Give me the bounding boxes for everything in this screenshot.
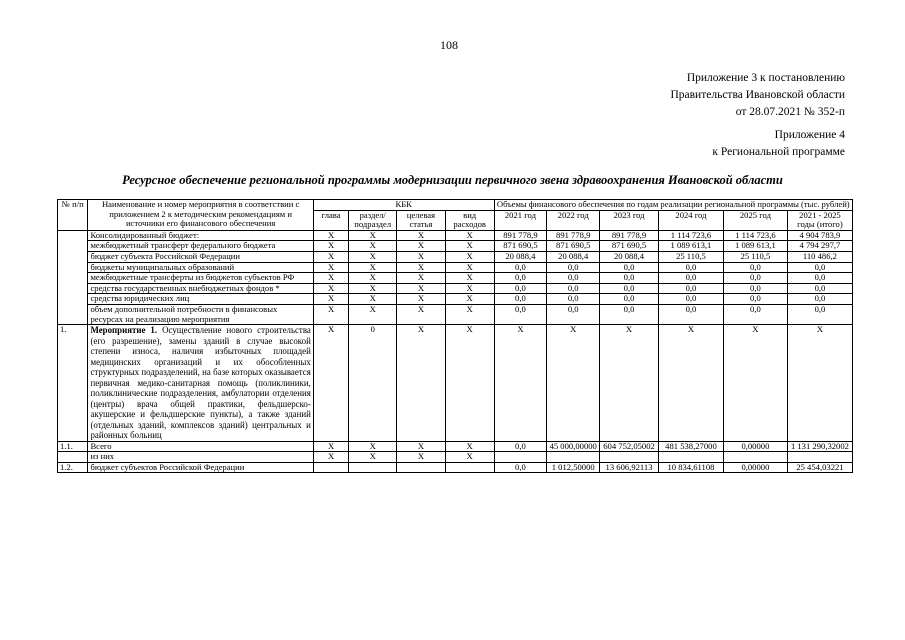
summary-row bbox=[58, 283, 853, 294]
value-cell: 20 088,4 bbox=[600, 251, 659, 262]
kbk-cell: X bbox=[397, 452, 446, 463]
kbk-cell: X bbox=[397, 441, 446, 452]
annex-program-line-2: к Региональной программе bbox=[712, 146, 845, 158]
value-cell: 20 088,4 bbox=[547, 251, 600, 262]
row-1-1 bbox=[58, 441, 853, 452]
kbk-cell: X bbox=[313, 441, 349, 452]
kbk-cell: X bbox=[313, 273, 349, 284]
value-cell: 1 089 613,1 bbox=[658, 241, 723, 252]
summary-row bbox=[58, 241, 853, 252]
row-label: Консолидированный бюджет: bbox=[88, 230, 313, 241]
header-kbk-article: целевая статья bbox=[397, 210, 446, 230]
value-cell: 0,0 bbox=[658, 304, 723, 324]
kbk-cell: X bbox=[349, 273, 397, 284]
row-label: объем дополнительной потребности в финансовых ресурсах на реализацию мероприятия bbox=[88, 304, 313, 324]
kbk-cell: X bbox=[445, 230, 494, 241]
value-cell: 0,0 bbox=[723, 273, 787, 284]
row-label: межбюджетные трансферты из бюджетов субъектов РФ bbox=[88, 273, 313, 284]
measure-num: 1. bbox=[58, 325, 88, 442]
value-cell-empty bbox=[787, 452, 852, 463]
summary-row bbox=[58, 273, 853, 284]
kbk-cell: X bbox=[445, 273, 494, 284]
annex-resolution-line-3: от 28.07.2021 № 352-п bbox=[735, 106, 845, 118]
row-num: 1.2. bbox=[58, 462, 88, 473]
kbk-cell: X bbox=[445, 283, 494, 294]
value-cell: 0,0 bbox=[547, 273, 600, 284]
kbk-cell-empty bbox=[445, 462, 494, 473]
summary-row bbox=[58, 251, 853, 262]
kbk-cell: X bbox=[445, 262, 494, 273]
kbk-cell: X bbox=[349, 441, 397, 452]
kbk-cell: X bbox=[349, 452, 397, 463]
value-cell: X bbox=[787, 325, 852, 442]
value-cell: 0,0 bbox=[787, 294, 852, 305]
value-cell: 0,0 bbox=[600, 294, 659, 305]
value-cell: 13 606,92113 bbox=[600, 462, 659, 473]
kbk-cell: X bbox=[445, 452, 494, 463]
value-cell: 25 110,5 bbox=[723, 251, 787, 262]
value-cell: 20 088,4 bbox=[494, 251, 547, 262]
value-cell: 0,0 bbox=[600, 304, 659, 324]
header-row-1 bbox=[58, 200, 853, 211]
header-kbk-chapter: глава bbox=[313, 210, 349, 230]
value-cell: 0,0 bbox=[494, 273, 547, 284]
value-cell: 25 110,5 bbox=[658, 251, 723, 262]
value-cell: X bbox=[494, 325, 547, 442]
header-year-2021: 2021 год bbox=[494, 210, 547, 230]
kbk-cell: X bbox=[397, 325, 446, 442]
value-cell: 0,0 bbox=[600, 273, 659, 284]
value-cell: 0,0 bbox=[494, 294, 547, 305]
value-cell: 0,0 bbox=[658, 262, 723, 273]
value-cell-empty bbox=[658, 452, 723, 463]
header-year-2024: 2024 год bbox=[658, 210, 723, 230]
value-cell: 0,0 bbox=[494, 262, 547, 273]
kbk-cell: X bbox=[397, 230, 446, 241]
document-title: Ресурсное обеспечение региональной программы модернизации первичного звена здравоохранения Ивановской области bbox=[122, 173, 783, 187]
kbk-cell-empty bbox=[349, 462, 397, 473]
value-cell: 25 454,03221 bbox=[787, 462, 852, 473]
header-volumes: Объемы финансового обеспечения по годам реализации региональной программы (тыс. рублей) bbox=[494, 200, 852, 211]
value-cell: 0,0 bbox=[787, 262, 852, 273]
row-label: средства государственных внебюджетных фондов * bbox=[88, 283, 313, 294]
value-cell: X bbox=[723, 325, 787, 442]
value-cell: X bbox=[547, 325, 600, 442]
row-num: 1.1. bbox=[58, 441, 88, 452]
value-cell: 0,00000 bbox=[723, 441, 787, 452]
summary-row bbox=[58, 230, 853, 241]
value-cell: 0,0 bbox=[658, 283, 723, 294]
row-label: бюджет субъектов Российской Федерации bbox=[88, 462, 313, 473]
kbk-cell: X bbox=[349, 251, 397, 262]
value-cell: 10 834,61108 bbox=[658, 462, 723, 473]
value-cell: 0,0 bbox=[787, 273, 852, 284]
kbk-cell: X bbox=[397, 262, 446, 273]
header-year-2025: 2025 год bbox=[723, 210, 787, 230]
kbk-cell: X bbox=[349, 241, 397, 252]
row-label: межбюджетный трансферт федерального бюджета bbox=[88, 241, 313, 252]
kbk-cell: X bbox=[349, 230, 397, 241]
measure-text: Осуществление нового строительства (его разрешение), замены зданий в случае высокой степени износа, наличия избыточных площадей медицинских организаций и их обособленных структурных подразделений, на базе которых оказывается первичная медико-санитарная помощь (поликлиники, поликлинические подразделения, амбулатории отделения (центры) врача общей практики, фельдшерско-акушерские и фельдшерские пункты), а также зданий (отдельных зданий, комплексов зданий) центральных и районных больниц bbox=[90, 325, 311, 441]
value-cell: 45 000,00000 bbox=[547, 441, 600, 452]
row-including bbox=[58, 452, 853, 463]
value-cell: 1 012,50000 bbox=[547, 462, 600, 473]
kbk-cell: X bbox=[313, 251, 349, 262]
value-cell: 1 131 290,32002 bbox=[787, 441, 852, 452]
kbk-cell: X bbox=[445, 325, 494, 442]
value-cell: 0,0 bbox=[494, 462, 547, 473]
header-kbk-type: вид расходов bbox=[445, 210, 494, 230]
measure-title: Мероприятие 1. bbox=[90, 325, 158, 336]
summary-num-cell bbox=[58, 230, 88, 324]
header-kbk-section: раздел/ подраздел bbox=[349, 210, 397, 230]
value-cell: 891 778,9 bbox=[494, 230, 547, 241]
kbk-cell: X bbox=[397, 241, 446, 252]
value-cell: 1 114 723,6 bbox=[723, 230, 787, 241]
header-year-2023: 2023 год bbox=[600, 210, 659, 230]
row-label: бюджет субъекта Российской Федерации bbox=[88, 251, 313, 262]
summary-row bbox=[58, 304, 853, 324]
value-cell: 4 794 297,7 bbox=[787, 241, 852, 252]
value-cell: 0,0 bbox=[723, 294, 787, 305]
row-label: Всего bbox=[88, 441, 313, 452]
summary-row bbox=[58, 294, 853, 305]
value-cell: 0,0 bbox=[600, 262, 659, 273]
kbk-cell: X bbox=[445, 304, 494, 324]
value-cell: 0,0 bbox=[494, 283, 547, 294]
value-cell: 871 690,5 bbox=[494, 241, 547, 252]
kbk-cell: X bbox=[397, 251, 446, 262]
kbk-cell: X bbox=[313, 294, 349, 305]
value-cell: 0,0 bbox=[494, 304, 547, 324]
kbk-cell: X bbox=[445, 241, 494, 252]
row-label: средства юридических лиц bbox=[88, 294, 313, 305]
header-name: Наименование и номер мероприятия в соответствии с приложением 2 к методическим рекомендациям и источники его финансового обеспечения bbox=[88, 200, 313, 231]
measure-description bbox=[88, 325, 313, 442]
annex-resolution bbox=[670, 70, 845, 121]
value-cell: 0,0 bbox=[723, 262, 787, 273]
value-cell: 871 690,5 bbox=[547, 241, 600, 252]
kbk-cell: X bbox=[313, 230, 349, 241]
value-cell: 0,0 bbox=[787, 304, 852, 324]
value-cell: 1 089 613,1 bbox=[723, 241, 787, 252]
kbk-cell: X bbox=[397, 294, 446, 305]
value-cell-empty bbox=[547, 452, 600, 463]
header-num: № п/п bbox=[58, 200, 88, 231]
annex-program-line-1: Приложение 4 bbox=[774, 129, 845, 141]
value-cell: 4 904 783,9 bbox=[787, 230, 852, 241]
row-num-empty bbox=[58, 452, 88, 463]
row-1-2 bbox=[58, 462, 853, 473]
kbk-cell: X bbox=[397, 273, 446, 284]
kbk-cell: X bbox=[445, 294, 494, 305]
value-cell: 1 114 723,6 bbox=[658, 230, 723, 241]
annex-program bbox=[712, 127, 845, 161]
value-cell: 604 752,05002 bbox=[600, 441, 659, 452]
summary-row bbox=[58, 262, 853, 273]
kbk-cell-empty bbox=[397, 462, 446, 473]
value-cell: 481 538,27000 bbox=[658, 441, 723, 452]
value-cell: 871 690,5 bbox=[600, 241, 659, 252]
header-year-2022: 2022 год bbox=[547, 210, 600, 230]
kbk-cell: X bbox=[349, 283, 397, 294]
value-cell: 0,0 bbox=[658, 294, 723, 305]
row-label: из них bbox=[88, 452, 313, 463]
value-cell-empty bbox=[723, 452, 787, 463]
header-kbk: КБК bbox=[313, 200, 494, 211]
page-number: 108 bbox=[440, 38, 458, 52]
kbk-cell: X bbox=[313, 325, 349, 442]
measure-row bbox=[58, 325, 853, 442]
header-year-total: 2021 - 2025 годы (итого) bbox=[787, 210, 852, 230]
kbk-cell: X bbox=[397, 283, 446, 294]
kbk-cell: X bbox=[349, 294, 397, 305]
annex-resolution-line-2: Правительства Ивановской области bbox=[670, 89, 845, 101]
value-cell: 110 486,2 bbox=[787, 251, 852, 262]
value-cell: 0,0 bbox=[723, 304, 787, 324]
row-label: бюджеты муниципальных образований bbox=[88, 262, 313, 273]
kbk-cell: X bbox=[445, 251, 494, 262]
value-cell: 0,0 bbox=[494, 441, 547, 452]
value-cell: 891 778,9 bbox=[600, 230, 659, 241]
kbk-cell: X bbox=[313, 241, 349, 252]
value-cell: 0,0 bbox=[547, 283, 600, 294]
value-cell-empty bbox=[494, 452, 547, 463]
resource-table bbox=[57, 199, 853, 473]
annex-resolution-line-1: Приложение 3 к постановлению bbox=[686, 72, 845, 84]
value-cell: X bbox=[658, 325, 723, 442]
value-cell: X bbox=[600, 325, 659, 442]
kbk-cell: X bbox=[349, 304, 397, 324]
kbk-cell: X bbox=[349, 262, 397, 273]
value-cell: 0,00000 bbox=[723, 462, 787, 473]
value-cell: 0,0 bbox=[787, 283, 852, 294]
kbk-cell: X bbox=[397, 304, 446, 324]
value-cell-empty bbox=[600, 452, 659, 463]
value-cell: 0,0 bbox=[547, 304, 600, 324]
value-cell: 0,0 bbox=[658, 273, 723, 284]
kbk-cell: X bbox=[313, 283, 349, 294]
kbk-cell: X bbox=[313, 452, 349, 463]
kbk-cell: X bbox=[445, 441, 494, 452]
kbk-cell: X bbox=[313, 304, 349, 324]
value-cell: 891 778,9 bbox=[547, 230, 600, 241]
kbk-cell: X bbox=[313, 262, 349, 273]
kbk-cell: 0 bbox=[349, 325, 397, 442]
value-cell: 0,0 bbox=[547, 262, 600, 273]
value-cell: 0,0 bbox=[600, 283, 659, 294]
value-cell: 0,0 bbox=[723, 283, 787, 294]
kbk-cell-empty bbox=[313, 462, 349, 473]
value-cell: 0,0 bbox=[547, 294, 600, 305]
